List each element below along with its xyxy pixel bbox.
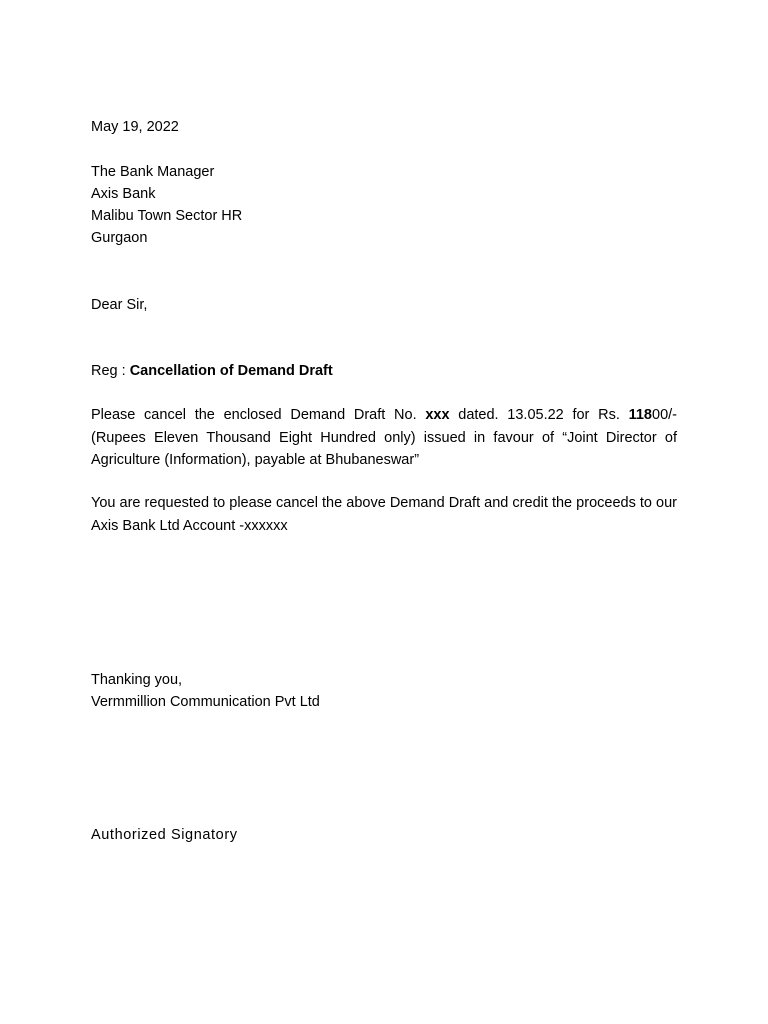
p1-text-1: Please cancel the enclosed Demand Draft No. (91, 407, 426, 423)
recipient-title: The Bank Manager (91, 164, 215, 180)
dd-number: xxx (425, 407, 450, 423)
p1-text-2: dated. 13.05.22 for Rs. (449, 407, 629, 423)
subject-prefix: Reg : (91, 363, 130, 379)
body-paragraph-2: You are requested to please cancel the above Demand Draft and credit the proceeds to our Axis Bank Ltd Account -xxxxxx (91, 495, 677, 534)
recipient-bank: Axis Bank (91, 186, 156, 202)
salutation: Dear Sir, (91, 297, 148, 313)
authorized-signatory: Authorized Signatory (91, 827, 238, 843)
body-paragraph-1 (91, 404, 677, 472)
closing: Thanking you, (91, 672, 183, 688)
amount-bold: 118 (628, 407, 652, 423)
subject-title: Cancellation of Demand Draft (129, 363, 333, 379)
letter-date: May 19, 2022 (91, 119, 179, 135)
recipient-branch: Malibu Town Sector HR (91, 208, 243, 224)
recipient-city: Gurgaon (91, 230, 148, 246)
company-name: Vermmillion Communication Pvt Ltd (91, 694, 320, 710)
subject-line (91, 361, 333, 381)
p1-text-3: 00/- (Rupees Eleven Thousand Eight Hundred only) issued in favour of “Joint Director of Agriculture (Information), payable at Bhubaneswar” (91, 407, 677, 468)
